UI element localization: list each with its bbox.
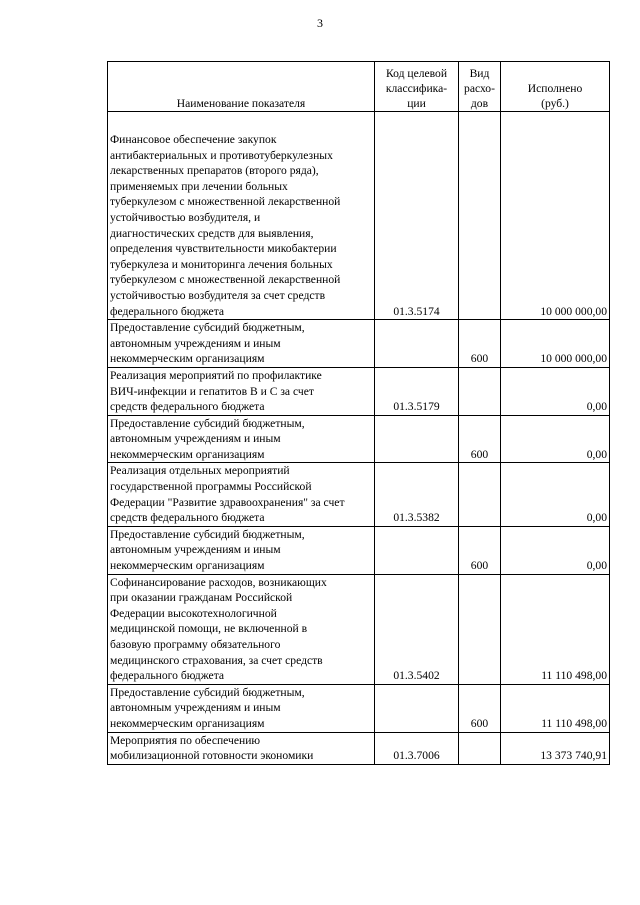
row-name-line: Федерации "Развитие здравоохранения" за счет (110, 495, 345, 509)
header-kind (459, 62, 501, 112)
header-code-line: ции (407, 97, 426, 110)
header-code-line: Код целевой (385, 67, 448, 80)
row-name-cell (108, 367, 375, 415)
row-amount-cell: 10 000 000,00 (501, 112, 610, 320)
row-name-line: автономным учреждениям и иным (110, 336, 281, 350)
row-name-line: автономным учреждениям и иным (110, 701, 281, 715)
row-name-line: Реализация отдельных мероприятий (110, 464, 290, 478)
table-row (108, 112, 610, 320)
row-code-cell: 01.3.5179 (375, 367, 459, 415)
row-name-line: туберкулезом с множественной лекарственной (110, 195, 341, 209)
row-kind-cell: 600 (459, 415, 501, 463)
row-amount-cell: 11 110 498,00 (501, 684, 610, 732)
row-amount-cell: 0,00 (501, 415, 610, 463)
row-code-cell (375, 415, 459, 463)
row-kind-cell (459, 112, 501, 320)
row-name-line: Предоставление субсидий бюджетным, (110, 321, 305, 335)
row-name-line: устойчивостью возбудителя за счет средств (110, 288, 326, 302)
table-row (108, 526, 610, 574)
row-name-line: при оказании гражданам Российской (110, 591, 293, 605)
row-amount-cell: 0,00 (501, 463, 610, 526)
row-amount-cell: 10 000 000,00 (501, 320, 610, 368)
header-amount (501, 62, 610, 112)
row-code-cell: 01.3.7006 (375, 732, 459, 764)
row-kind-cell: 600 (459, 684, 501, 732)
header-amount-line: Исполнено (527, 82, 583, 95)
table-row (108, 732, 610, 764)
budget-table (107, 61, 610, 765)
row-name-line: мобилизационной готовности экономики (110, 749, 314, 763)
row-name-line: антибактериальных и противотуберкулезных (110, 148, 333, 162)
row-name-line: Предоставление субсидий бюджетным, (110, 527, 305, 541)
table-row (108, 463, 610, 526)
table-row (108, 574, 610, 684)
row-name-line: туберкулеза и мониторинга лечения больных (110, 257, 333, 271)
row-name-line: диагностических средств для выявления, (110, 226, 314, 240)
row-name-line: государственной программы Российской (110, 480, 312, 494)
row-amount-cell: 13 373 740,91 (501, 732, 610, 764)
row-code-cell (375, 526, 459, 574)
row-code-cell: 01.3.5382 (375, 463, 459, 526)
row-name-line: Софинансирование расходов, возникающих (110, 575, 327, 589)
row-code-cell: 01.3.5174 (375, 112, 459, 320)
row-name-line: лекарственных препаратов (второго ряда), (110, 164, 319, 178)
row-name-cell (108, 463, 375, 526)
table-row (108, 367, 610, 415)
row-name-line: Реализация мероприятий по профилактике (110, 368, 322, 382)
row-amount-cell: 0,00 (501, 367, 610, 415)
row-name-line: федерального бюджета (110, 304, 225, 318)
row-kind-cell (459, 574, 501, 684)
row-code-cell (375, 684, 459, 732)
row-amount-cell: 11 110 498,00 (501, 574, 610, 684)
header-code (375, 62, 459, 112)
row-name-line: некоммерческим организациям (110, 559, 265, 573)
row-name-line: средств федерального бюджета (110, 511, 265, 525)
row-name-line: Финансовое обеспечение закупок (110, 133, 277, 146)
row-name-line: Предоставление субсидий бюджетным, (110, 416, 305, 430)
row-name-line: базовую программу обязательного (110, 638, 281, 651)
header-name: Наименование показателя (108, 62, 375, 112)
row-name-line: автономным учреждениям и иным (110, 432, 281, 446)
row-name-cell (108, 684, 375, 732)
row-amount-cell: 0,00 (501, 526, 610, 574)
row-name-cell (108, 112, 375, 320)
page-number: 3 (317, 16, 323, 30)
row-name-line: некоммерческим организациям (110, 447, 265, 461)
row-name-line: туберкулезом с множественной лекарственной (110, 273, 341, 287)
row-name-line: средств федерального бюджета (110, 400, 265, 414)
table-header-row (108, 62, 610, 112)
header-amount-line: (руб.) (541, 97, 569, 110)
row-kind-cell (459, 367, 501, 415)
header-kind-line: дов (470, 97, 489, 110)
row-name-line: устойчивостью возбудителя, и (110, 210, 261, 224)
header-kind-line: Вид (469, 67, 490, 80)
row-name-line: автономным учреждениям и иным (110, 543, 281, 557)
row-kind-cell: 600 (459, 320, 501, 368)
row-name-line: некоммерческим организациям (110, 352, 265, 366)
row-name-line: медицинской помощи, не включенной в (110, 622, 308, 636)
row-name-line: медицинского страхования, за счет средств (110, 653, 323, 667)
table-row (108, 320, 610, 368)
table-body (108, 112, 610, 765)
row-kind-cell (459, 732, 501, 764)
row-name-line: Предоставление субсидий бюджетным, (110, 685, 305, 699)
table-row (108, 684, 610, 732)
row-name-line: ВИЧ-инфекции и гепатитов B и C за счет (110, 384, 314, 398)
row-name-line: федерального бюджета (110, 669, 225, 683)
row-name-cell (108, 415, 375, 463)
row-kind-cell (459, 463, 501, 526)
row-name-line: определения чувствительности микобактерии (110, 242, 337, 256)
row-code-cell (375, 320, 459, 368)
row-name-cell (108, 320, 375, 368)
row-name-line: некоммерческим организациям (110, 716, 265, 730)
row-name-line: Мероприятия по обеспечению (110, 733, 261, 747)
row-name-line: применяемых при лечении больных (110, 179, 288, 193)
row-name-cell (108, 574, 375, 684)
row-name-cell (108, 732, 375, 764)
header-code-line: классифика- (385, 82, 448, 95)
row-code-cell: 01.3.5402 (375, 574, 459, 684)
row-name-line: Федерации высокотехнологичной (110, 606, 277, 620)
table-row (108, 415, 610, 463)
row-kind-cell: 600 (459, 526, 501, 574)
row-name-cell (108, 526, 375, 574)
header-kind-line: расхо- (464, 82, 495, 95)
